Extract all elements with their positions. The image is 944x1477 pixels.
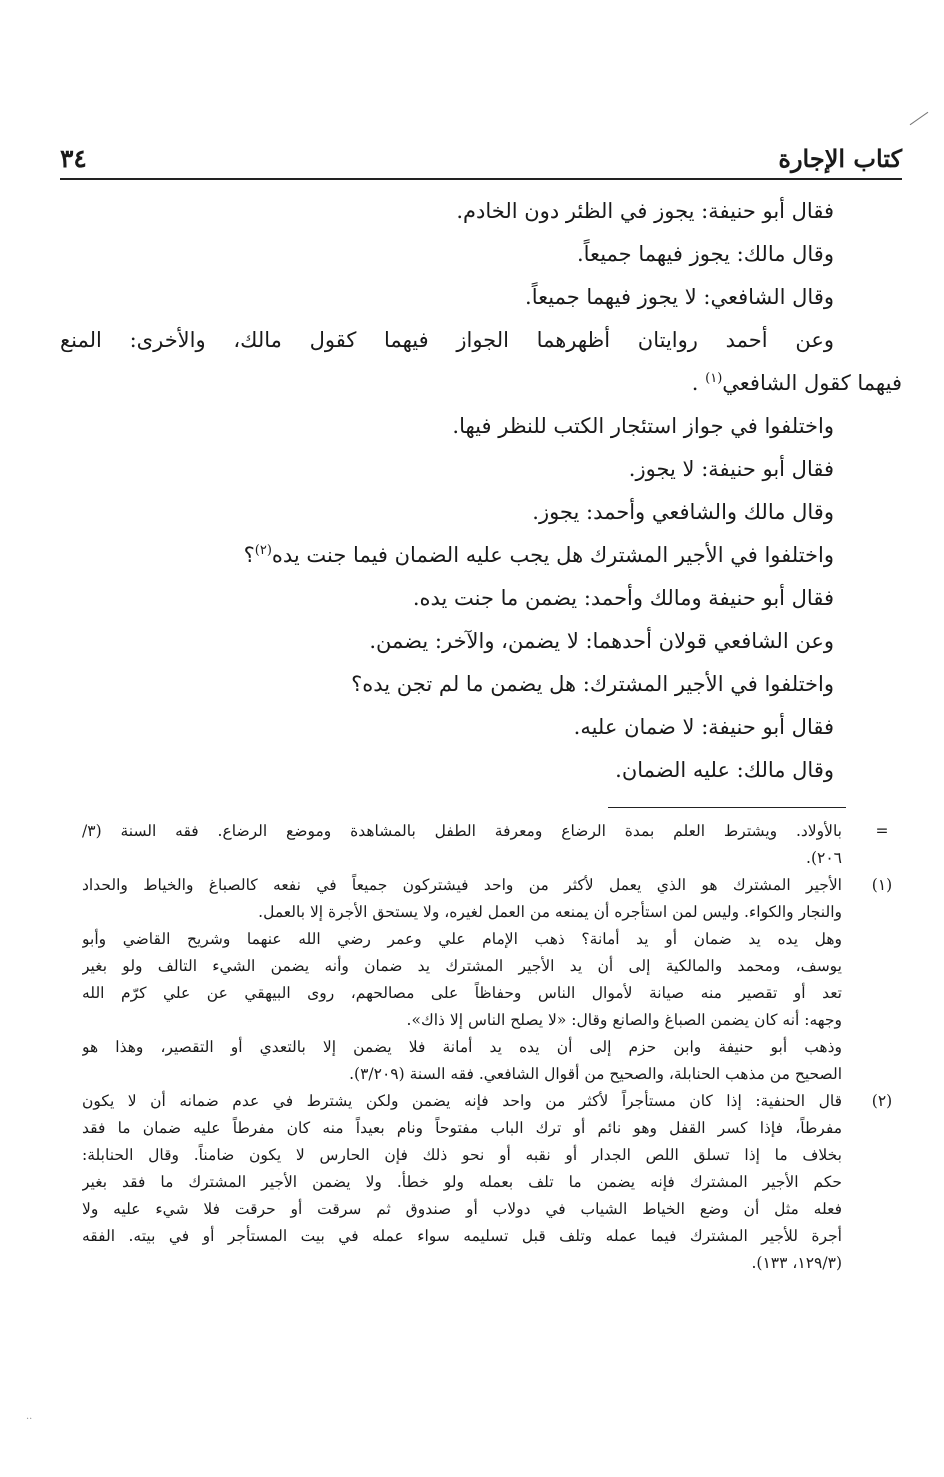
page-header [60,140,902,176]
text-line: واختلفوا في الأجير المشترك: هل يضمن ما لم تجن يده؟ [351,672,834,696]
footnote-line: (١٢٩/٣، ١٣٣). [751,1254,842,1272]
footnote-line: قال الحنفية: إذا كان مستأجراً لأكثر من واحد فإنه يضمن ولكن يشترط في عدم ضمانه أن لا يكون [82,1092,842,1110]
text-line: واختلفوا في الأجير المشترك هل يجب عليه الضمان فيما جنت يده$^{(٢)}$؟ [243,543,834,567]
footnote-line: حكم الأجير المشترك فإنه يضمن ما تلف بعمله ولو خطأ. ولا يضمن الأجير المشترك ما فقد بغير [82,1173,842,1191]
footnote-line: وهل يده يد ضمان أو يد أمانة؟ ذهب الإمام علي وعمر رضي الله عنهما وشريح القاضي وأبو [82,930,842,948]
footnote-marker: = [875,822,889,840]
header-rule [60,178,902,180]
footnote-marker: (٢) [871,1092,893,1110]
scan-speck: ·· [26,1414,33,1425]
text-line: وقال مالك: يجوز فيهما جميعاً. [576,242,834,266]
footnote-line: بالأولاد. ويشترط العلم بمدة الرضاع ومعرفة الطفل بالمشاهدة وموضع الرضاع. فقه السنة (٣/ [82,822,842,840]
footnote-line: الصحيح من مذهب الحنابلة، والصحيح من أقوال الشافعي. فقه السنة (٣/٢٠٩). [349,1065,842,1083]
page-number: ٣٤ [60,143,87,173]
footnote-line: وجهه: أنه كان يضمن الصباغ والصانع وقال: «لا يصلح الناس إلا ذاك». [406,1011,842,1029]
footnote-ref: (١) [705,371,723,386]
footnote-line: وذهب أبو حنيفة وابن حزم إلى أن يده يد أمانة فلا يضمن إلا بالتعدي أو التقصير، وهذا هو [82,1038,842,1056]
footnote-line: الأجير المشترك هو الذي يعمل لأكثر من واحد فيشتركون جميعاً في نفعه كالصباغ والخياط والحداد [82,876,842,894]
footnote-2 [82,1088,893,1277]
text-line: فيهما كقول الشافعي$^{(١)}$ . [691,371,902,395]
footnote-line: تعد أو تقصير منه صيانة لأموال الناس وحفاظاً على مصالحهم، روى البيهقي عن علي كرّم الله [82,984,842,1002]
text-line: فقال أبو حنيفة: لا يجوز. [628,457,834,481]
footnote-line: مفرطاً، فإذا كسر القفل وهو نائم أو ترك الباب مفتوحاً ونام بعيداً منه كان مفرطاً عليه ضمان ما فقد [82,1119,842,1137]
text-line: وقال مالك والشافعي وأحمد: يجوز. [532,500,834,524]
text-line: وقال مالك: عليه الضمان. [615,758,834,782]
text-line: وعن أحمد روايتان أظهرهما الجواز فيهما كقول مالك، والأخرى: المنع [60,328,834,352]
footnote-line: يوسف، ومحمد والمالكية إلى أن يد الأجير المشترك يد ضمان وأنه يضمن الشيء التالف ولو بغير [82,957,842,975]
text-line: واختلفوا في جواز استئجار الكتب للنظر فيها. [452,414,834,438]
footnote-1 [82,872,893,1088]
footnote-ref: (٢) [254,543,272,558]
running-title: كتاب الإجارة [778,143,902,173]
footnote-line: فعله مثل أن وضع الخياط الشياب في دولاب أو صندوق ثم سرقت أو حرقت فلا شيء عليه ولا [82,1200,842,1218]
footnote-line: والنجار والكواء. وليس لمن استأجره أن يمنعه من العمل لغيره، ولا يستحق الأجرة إلا بالعمل. [258,903,842,921]
scan-mark [910,112,929,125]
footnote-marker: (١) [871,876,893,894]
main-text [60,190,902,792]
text-line: فقال أبو حنيفة: لا ضمان عليه. [573,715,834,739]
footnote-continued [82,818,889,872]
footnote-separator [608,807,846,808]
footnote-line: أجرة للأجير المشترك فيما عمله وتلف قبل تسليمه سواء عمله في بيت المستأجر أو في بيته. الفقه [82,1227,842,1245]
footnote-line: ٢٠٦). [806,849,842,867]
footnotes [82,818,893,1277]
text-line: فقال أبو حنيفة ومالك وأحمد: يضمن ما جنت يده. [412,586,834,610]
footnote-line: بخلاف ما إذا تسلق اللص الجدار أو نقبه أو نحو ذلك فإن الحارس لا يكون ضامناً. وقال الحنابلة: [82,1146,842,1164]
text-line: فقال أبو حنيفة: يجوز في الظئر دون الخادم. [456,199,834,223]
text-line: وعن الشافعي قولان أحدهما: لا يضمن، والآخر: يضمن. [369,629,834,653]
text-line: وقال الشافعي: لا يجوز فيهما جميعاً. [525,285,834,309]
